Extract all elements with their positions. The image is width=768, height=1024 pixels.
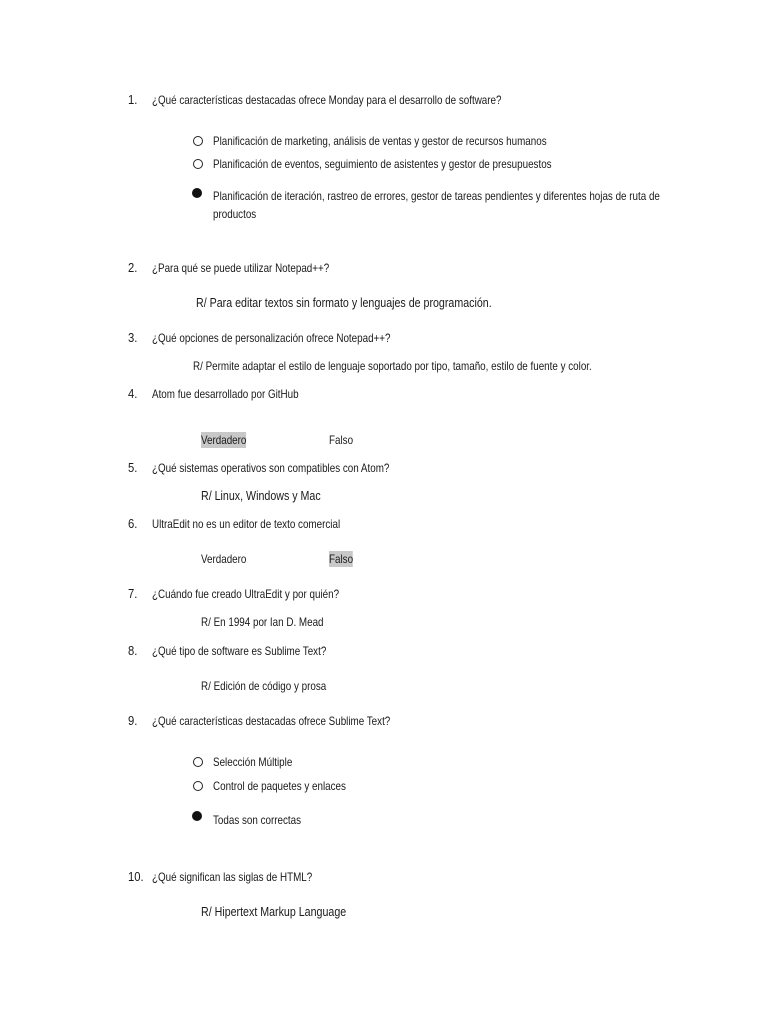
radio-empty-icon[interactable] [193, 757, 203, 767]
answer-text: R/ Hipertext Markup Language [201, 904, 347, 919]
question-text: ¿Qué significan las siglas de HTML? [152, 870, 313, 884]
question-text: ¿Qué opciones de personalización ofrece Notepad++? [152, 331, 391, 345]
question-number: 5. [128, 461, 138, 475]
answer-text: R/ Permite adaptar el estilo de lenguaje soportado por tipo, tamaño, estilo de fuente y color. [193, 359, 592, 373]
question-text: ¿Qué sistemas operativos son compatibles con Atom? [152, 461, 390, 475]
option-label: Todas son correctas [213, 813, 302, 827]
radio-selected-icon[interactable] [192, 188, 202, 198]
question-number: 7. [128, 587, 138, 601]
radio-empty-icon[interactable] [193, 136, 203, 146]
false-option-highlighted[interactable]: Falso [329, 552, 354, 566]
question-number: 6. [128, 517, 138, 531]
question-text: ¿Cuándo fue creado UltraEdit y por quién? [152, 587, 340, 601]
false-option[interactable]: Falso [329, 433, 354, 447]
question-number: 2. [128, 261, 138, 275]
question-number: 9. [128, 714, 138, 728]
question-text: ¿Qué tipo de software es Sublime Text? [152, 644, 327, 658]
answer-text: R/ Linux, Windows y Mac [201, 488, 321, 503]
radio-empty-icon[interactable] [193, 159, 203, 169]
true-option[interactable]: Verdadero [201, 552, 247, 566]
option-label: Planificación de iteración, rastreo de errores, gestor de tareas pendientes y diferentes hojas de ruta de [213, 189, 660, 203]
option-label: Control de paquetes y enlaces [213, 779, 346, 793]
question-number: 1. [128, 93, 138, 107]
answer-text: R/ Para editar textos sin formato y lenguajes de programación. [196, 295, 492, 310]
radio-empty-icon[interactable] [193, 781, 203, 791]
question-number: 10. [128, 870, 144, 884]
option-label-continuation: productos [213, 207, 257, 221]
question-text: ¿Qué características destacadas ofrece Sublime Text? [152, 714, 391, 728]
true-option-highlighted[interactable]: Verdadero [201, 433, 247, 447]
question-text: UltraEdit no es un editor de texto comercial [152, 517, 341, 531]
radio-selected-icon[interactable] [192, 811, 202, 821]
option-label: Planificación de marketing, análisis de ventas y gestor de recursos humanos [213, 134, 547, 148]
answer-text: R/ Edición de código y prosa [201, 679, 327, 693]
option-label: Planificación de eventos, seguimiento de asistentes y gestor de presupuestos [213, 157, 552, 171]
question-text: ¿Para qué se puede utilizar Notepad++? [152, 261, 330, 275]
question-number: 4. [128, 387, 138, 401]
question-text: ¿Qué características destacadas ofrece Monday para el desarrollo de software? [152, 93, 502, 107]
question-number: 8. [128, 644, 138, 658]
option-label: Selección Múltiple [213, 755, 293, 769]
question-number: 3. [128, 331, 138, 345]
question-text: Atom fue desarrollado por GitHub [152, 387, 299, 401]
answer-text: R/ En 1994 por Ian D. Mead [201, 615, 324, 629]
